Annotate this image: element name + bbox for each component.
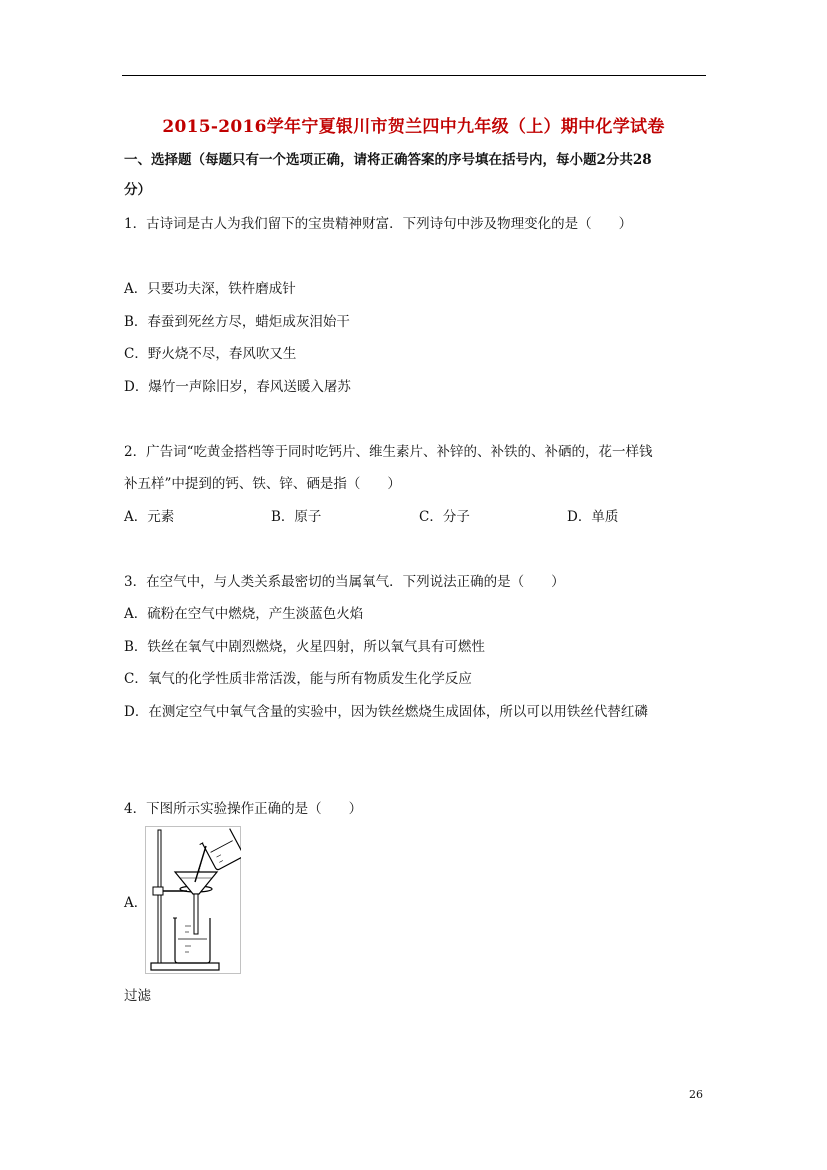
question-2-option-d: D．单质 — [567, 509, 619, 525]
question-3-option-c: C．氧气的化学性质非常活泼，能与所有物质发生化学反应 — [124, 671, 472, 687]
question-1-option-c: C．野火烧不尽，春风吹又生 — [124, 346, 297, 362]
question-2-option-a: A．元素 — [124, 509, 175, 525]
question-3-stem: 3．在空气中，与人类关系最密切的当属氧气．下列说法正确的是（ ） — [124, 574, 565, 590]
question-3-option-a: A．硫粉在空气中燃烧，产生淡蓝色火焰 — [124, 606, 364, 622]
question-2-option-c: C．分子 — [419, 509, 470, 525]
question-3-option-d: D．在测定空气中氧气含量的实验中，因为铁丝燃烧生成固体，所以可以用铁丝代替红磷 — [124, 704, 648, 720]
question-3-option-b: B．铁丝在氧气中剧烈燃烧，火星四射，所以氧气具有可燃性 — [124, 639, 485, 655]
figure-caption: 过滤 — [124, 988, 151, 1004]
question-2-stem-line2: 补五样”中提到的钙、铁、锌、硒是指（ ） — [124, 476, 401, 492]
question-4-stem: 4．下图所示实验操作正确的是（ ） — [124, 801, 363, 817]
page-title: 2015-2016学年宁夏银川市贺兰四中九年级（上）期中化学试卷 — [162, 117, 665, 137]
question-1-option-b: B．春蚕到死丝方尽，蜡炬成灰泪始干 — [124, 314, 350, 330]
question-2-option-b: B．原子 — [271, 509, 322, 525]
header-rule — [122, 75, 706, 76]
question-1-option-d: D．爆竹一声除旧岁，春风送暖入屠苏 — [124, 379, 351, 395]
question-1-option-a: A．只要功夫深，铁杵磨成针 — [124, 281, 296, 297]
question-2-stem-line1: 2．广告词“吃黄金搭档等于同时吃钙片、维生素片、补锌的、补铁的、补硒的，花一样钱 — [124, 444, 653, 460]
question-4-option-a-label: A． — [124, 895, 148, 911]
section-heading-line1: 一、选择题（每题只有一个选项正确，请将正确答案的序号填在括号内，每小题2分共28 — [124, 152, 652, 168]
section-heading-line2: 分） — [124, 182, 151, 198]
filtration-apparatus-figure — [145, 826, 241, 974]
question-1-stem: 1．古诗词是古人为我们留下的宝贵精神财富．下列诗句中涉及物理变化的是（ ） — [124, 216, 633, 232]
page-number: 26 — [689, 1088, 703, 1101]
